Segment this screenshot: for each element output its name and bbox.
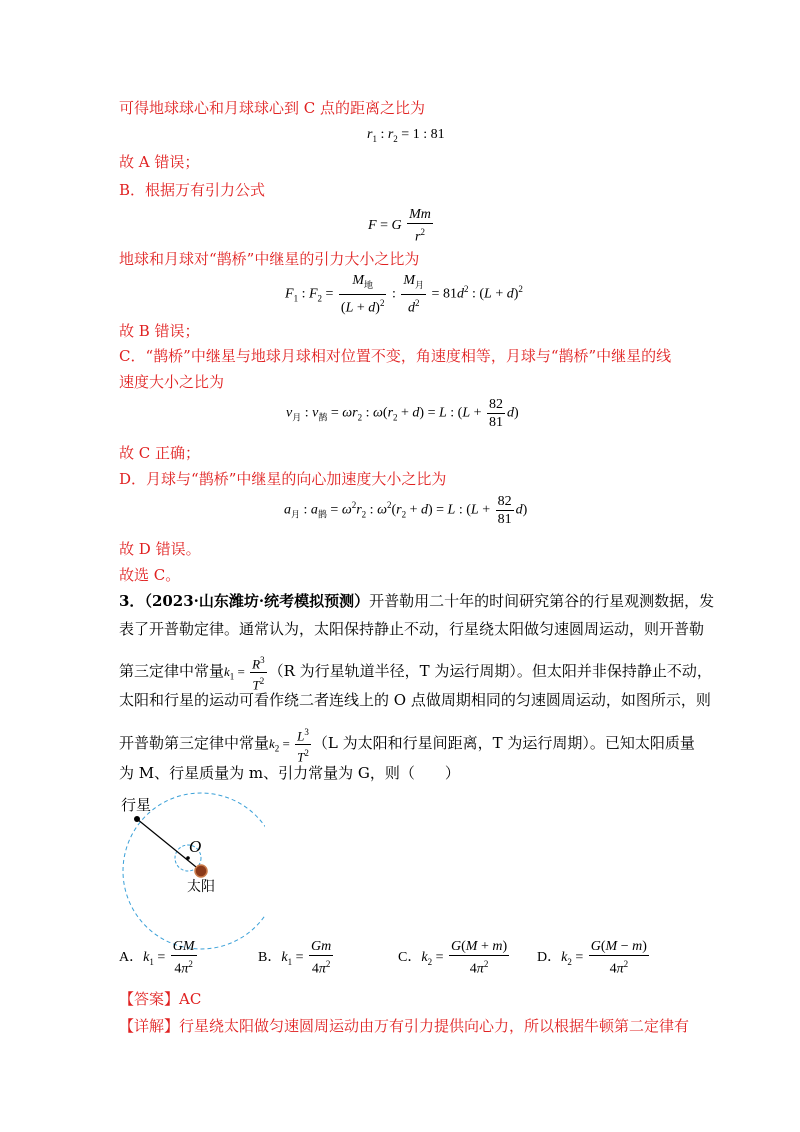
problem-source: （2023·山东潍坊·统考模拟预测） [144,592,370,610]
answer-line [119,989,201,1009]
solution-text-line: 故 D 错误。 [119,540,201,558]
problem-number: 3． [119,592,145,610]
solution-text-line: B．根据万有引力公式 [119,181,266,199]
detail-line: 【详解】行星绕太阳做匀速圆周运动由万有引力提供向心力，所以根据牛顿第二定律有 [119,1017,690,1035]
equation-gravitation: F = G $\frac{Mm}{r^2}$ [368,207,431,245]
option-b[interactable]: B．$k_1$ = $\frac{Gm}{4\pi^2}$ [258,939,332,977]
planet-orbit [123,793,265,949]
equation-force-ratio: $F_1$ : $F_2$ = $\frac{M_地}{(L + d)^2}$ : $\frac{M_月}{d^2}$ = $81d^2$ : $(L + d)^2$ [285,273,523,316]
option-c[interactable]: C．$k_2$ = $\frac{G(M + m)}{4\pi^2}$ [398,939,508,977]
equation-k2: $k_2$ = $\frac{L^3}{T^2}$ [269,736,313,751]
option-a[interactable]: A．$k_1$ = $\frac{GM}{4\pi^2}$ [119,939,195,977]
planet-label: 行星 [121,796,152,814]
solution-text-line: 故 A 错误； [119,153,200,171]
equation-acceleration-ratio: $a_月$ : $a_鹊 = \omega^2r_2$ : $\omega^2(r_2 + d) = L$ : (L + $\frac{82}{81}$ d) [284,494,528,527]
solution-text-line: 故 C 正确； [119,444,201,462]
solution-text-line: D．月球与“鹊桥”中继星的向心加速度大小之比为 [119,470,447,488]
problem-line: 表了开普勒定律。通常认为，太阳保持静止不动，行星绕太阳做匀速圆周运动，则开普勒 [119,620,705,638]
solution-text-line: 速度大小之比为 [119,373,225,391]
problem-line: 太阳和行星的运动可看作绕二者连线上的 O 点做周期相同的匀速圆周运动，如图所示，则 [119,691,711,709]
solution-text-line: 可得地球球心和月球球心到 C 点的距离之比为 [119,99,426,117]
equation-k1: $k_1$ = $\frac{R^3}{T^2}$ [224,664,269,679]
sun-dot [195,865,207,877]
answer-tag: 【答案】 [119,990,180,1008]
orbit-diagram [115,790,265,960]
center-label: O [189,837,202,856]
center-point [186,856,190,860]
solution-text-line: 地球和月球对“鹊桥”中继星的引力大小之比为 [119,250,420,268]
solution-text-line: 故选 C。 [119,566,181,584]
equation-distance-ratio: $r_1$ : $r_2 = 1$ : 81 [367,127,445,144]
option-d[interactable]: D．$k_2$ = $\frac{G(M - m)}{4\pi^2}$ [537,939,647,977]
sun-label: 太阳 [187,879,215,895]
problem-line: 第三定律中常量$k_1$ = $\frac{R^3}{T^2}$ （R 为行星轨道半径，T 为运行周期）。但太阳并非保持静止不动， [119,652,712,694]
problem-line: 为 M、行星质量为 m、引力常量为 G，则（ ） [119,764,460,782]
planet-dot [134,816,140,822]
solution-text-line: C．“鹊桥”中继星与地球月球相对位置不变，角速度相等，月球与“鹊桥”中继星的线 [119,347,672,365]
detail-tag: 【详解】 [119,1017,180,1035]
problem-line: 开普勒第三定律中常量$k_2$ = $\frac{L^3}{T^2}$ （L 为太阳和行星间距离，T 为运行周期）。已知太阳质量 [119,724,695,766]
answer-value: AC [179,990,202,1008]
equation-velocity-ratio: $v_月$ : $v_鹊 = \omega r_2$ : $\omega(r_2 + d) = L$ : (L + $\frac{82}{81}$ d) [286,397,519,430]
solution-text-line: 故 B 错误； [119,322,200,340]
problem-line: 3．（2023·山东潍坊·统考模拟预测）开普勒用二十年的时间研究第谷的行星观测数据，发 [119,592,715,610]
